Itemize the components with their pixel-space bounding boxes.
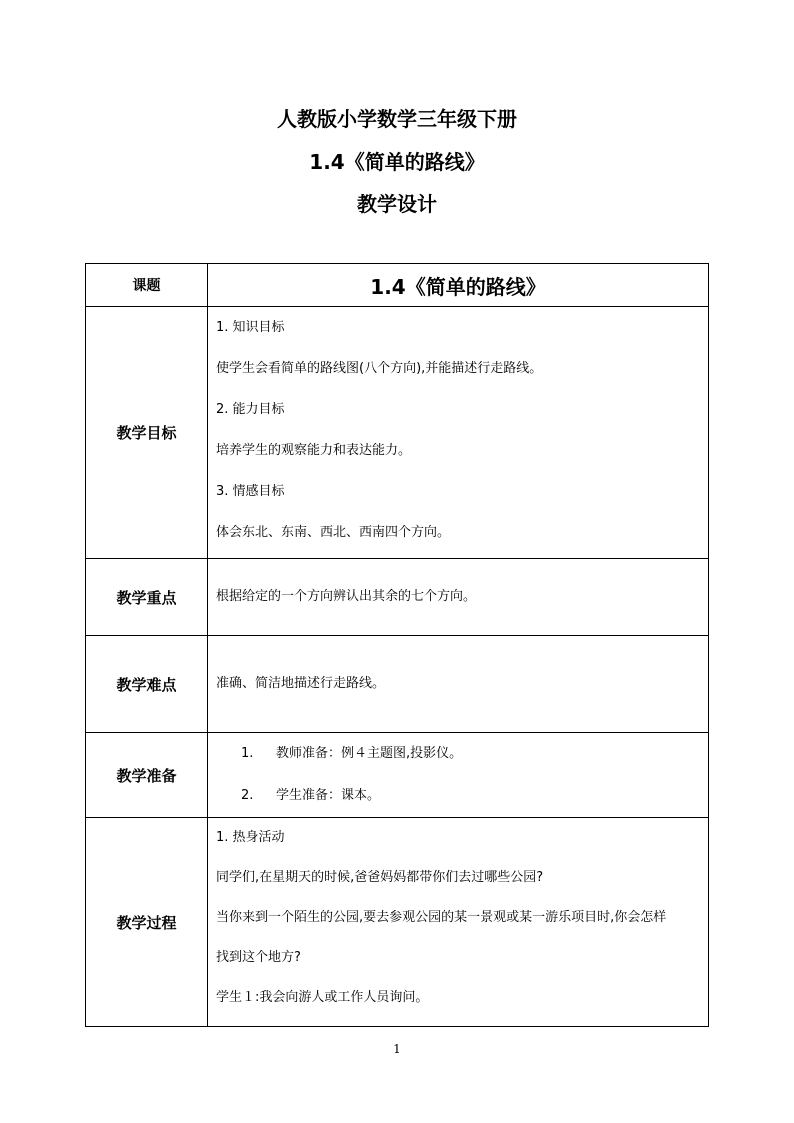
key-points-content xyxy=(208,559,709,636)
process-line: 同学们,在星期天的时候,爸爸妈妈都带你们去过哪些公园? xyxy=(216,870,544,885)
preparation-item xyxy=(216,746,704,762)
topic-label: 课题 xyxy=(86,264,208,307)
preparation-item-number: 1. xyxy=(241,746,254,761)
goals-line: 使学生会看简单的路线图(八个方向),并能描述行走路线。 xyxy=(216,361,543,376)
process-line: 1. 热身活动 xyxy=(216,830,285,845)
process-content xyxy=(208,818,709,1027)
goals-label: 教学目标 xyxy=(86,307,208,559)
difficulties-label: 教学难点 xyxy=(86,636,208,733)
goals-line: 3. 情感目标 xyxy=(216,484,285,499)
process-line: 当你来到一个陌生的公园,要去参观公园的某一景观或某一游乐项目时,你会怎样 xyxy=(216,910,667,925)
row-goals xyxy=(86,307,709,559)
preparation-label: 教学准备 xyxy=(86,733,208,818)
row-preparation xyxy=(86,733,709,818)
topic-value-text: 1.4《简单的路线》 xyxy=(370,274,546,299)
goals-line: 2. 能力目标 xyxy=(216,402,285,417)
lesson-plan-table xyxy=(85,263,709,1027)
difficulties-text: 准确、简洁地描述行走路线。 xyxy=(216,676,386,691)
process-label: 教学过程 xyxy=(86,818,208,1027)
goals-line: 体会东北、东南、西北、西南四个方向。 xyxy=(216,525,451,540)
lesson-title: 1.4《简单的路线》 xyxy=(309,150,485,174)
process-line: 找到这个地方? xyxy=(216,950,301,965)
row-difficulties xyxy=(86,636,709,733)
topic-value xyxy=(208,264,709,307)
goals-content xyxy=(208,307,709,559)
row-process xyxy=(86,818,709,1027)
key-points-label: 教学重点 xyxy=(86,559,208,636)
process-line: 学生１:我会向游人或工作人员询问。 xyxy=(216,990,429,1005)
key-points-text: 根据给定的一个方向辨认出其余的七个方向。 xyxy=(216,589,477,604)
preparation-item-text: 学生准备：课本。 xyxy=(276,788,381,803)
document-subtitle: 教学设计 xyxy=(357,192,437,216)
preparation-content xyxy=(208,733,709,818)
goals-line: 1. 知识目标 xyxy=(216,320,285,335)
document-title: 人教版小学数学三年级下册 xyxy=(277,107,517,131)
preparation-item-text: 教师准备：例４主题图,投影仪。 xyxy=(276,746,463,761)
difficulties-content xyxy=(208,636,709,733)
preparation-item xyxy=(216,788,704,804)
preparation-item-number: 2. xyxy=(241,788,254,803)
row-key-points xyxy=(86,559,709,636)
page-number: 1 xyxy=(393,1042,401,1056)
goals-line: 培养学生的观察能力和表达能力。 xyxy=(216,443,412,458)
row-topic xyxy=(86,264,709,307)
